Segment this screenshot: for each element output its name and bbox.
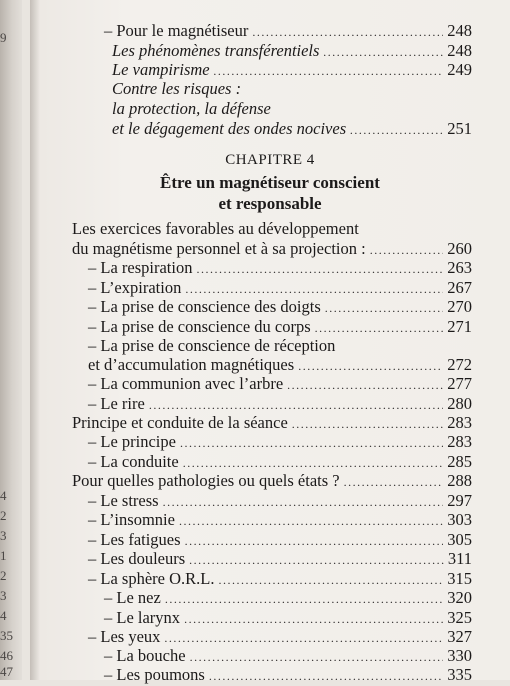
page-shadow	[30, 0, 40, 680]
leader-dots	[185, 531, 444, 551]
page-number: 270	[447, 297, 472, 316]
leader-dots	[214, 61, 444, 81]
toc-entry-text: – Pour le magnétiseur	[104, 21, 249, 40]
toc-entry-text: du magnétisme personnel et à sa projection :	[72, 239, 366, 258]
toc-entry-text: – L’expiration	[88, 278, 182, 297]
bleed-digit: 46	[0, 648, 13, 663]
toc-entry-text: – Les fatigues	[88, 530, 181, 549]
leader-dots	[185, 279, 443, 299]
toc-entry-seance	[72, 413, 472, 434]
toc-entry-vampirisme	[112, 60, 472, 81]
toc-entry-arbre	[88, 374, 472, 395]
toc-entry-text: – La prise de conscience des doigts	[88, 297, 321, 316]
leader-dots	[190, 647, 444, 667]
chapter-label: CHAPITRE 4	[225, 152, 315, 168]
bleed-digit: 47	[0, 664, 13, 679]
toc-entry-reception-line-1: – La prise de conscience de réception	[88, 336, 336, 355]
toc-entry-text: Le vampirisme	[112, 60, 210, 79]
page-number: 297	[447, 491, 472, 510]
toc-entry-principe	[88, 432, 472, 453]
toc-entry-text: – Le principe	[88, 432, 176, 451]
chapter-title-line-2: et responsable	[218, 194, 322, 213]
toc-entry-yeux	[88, 627, 472, 648]
toc-entry-expiration	[88, 278, 472, 299]
toc-entry-text: – La bouche	[104, 646, 186, 665]
toc-entry-text: – La sphère O.R.L.	[88, 569, 215, 588]
page-number: 288	[447, 471, 472, 490]
toc-entry-douleurs	[88, 549, 472, 570]
toc-entry-text: et d’accumulation magnétiques	[88, 355, 295, 374]
bleed-digit: 35	[0, 628, 13, 643]
leader-dots	[180, 433, 443, 453]
page-number: 283	[447, 413, 472, 432]
leader-dots	[163, 492, 444, 512]
toc-entry-text: – Le nez	[104, 588, 161, 607]
toc-entry-text: – La respiration	[88, 258, 193, 277]
toc-entry-text: – Les poumons	[104, 665, 205, 684]
leader-dots	[350, 120, 443, 140]
page-number: 285	[447, 452, 472, 471]
page-number: 303	[447, 510, 472, 529]
chapter-title-line-1: Être un magnétiseur conscient	[160, 173, 380, 192]
page-number: 305	[447, 530, 472, 549]
leader-dots	[209, 666, 443, 686]
toc-entry-stress	[88, 491, 472, 512]
toc-entry-text: – Le larynx	[104, 608, 181, 627]
leader-dots	[196, 259, 443, 279]
page-number: 311	[447, 549, 472, 568]
toc-entry-poumons	[104, 665, 472, 686]
page-number: 280	[447, 394, 472, 413]
leader-dots	[149, 395, 443, 415]
leader-dots	[370, 240, 444, 260]
page-number: 260	[447, 239, 472, 258]
toc-entry-text: – Le rire	[88, 394, 145, 413]
leader-dots	[344, 472, 444, 492]
book-page	[30, 0, 510, 684]
bleed-digit: 3	[0, 588, 7, 603]
toc-entry-corps	[88, 317, 472, 338]
toc-entry-exercices-line-1: Les exercices favorables au développement	[72, 219, 359, 238]
leader-dots	[179, 511, 443, 531]
page-number: 283	[447, 432, 472, 451]
leader-dots	[218, 570, 443, 590]
toc-entry-text: – L’insomnie	[88, 510, 175, 529]
page-number: 277	[447, 374, 472, 393]
bleed-digit: 1	[0, 548, 7, 563]
page-number: 330	[447, 646, 472, 665]
toc-entry-nez	[104, 588, 472, 609]
page-number: 267	[447, 278, 472, 297]
leader-dots	[189, 550, 444, 570]
toc-entry-insomnie	[88, 510, 472, 531]
leader-dots	[165, 589, 443, 609]
page-number: 249	[447, 60, 472, 79]
page-number: 248	[447, 21, 472, 40]
leader-dots	[164, 628, 443, 648]
toc-entry-doigts	[88, 297, 472, 318]
leader-dots	[298, 356, 443, 376]
leader-dots	[325, 298, 443, 318]
toc-entry-pathologies	[72, 471, 472, 492]
toc-entry-text: – Le stress	[88, 491, 159, 510]
toc-entry-fatigues	[88, 530, 472, 551]
toc-entry-risques-line-2: la protection, la défense	[112, 99, 271, 118]
page-number: 272	[447, 355, 472, 374]
bleed-digit: 9	[0, 30, 7, 45]
leader-dots	[252, 22, 443, 42]
bleed-digit: 3	[0, 528, 7, 543]
toc-entry-respiration	[88, 258, 472, 279]
leader-dots	[292, 414, 443, 434]
page-number: 251	[447, 119, 472, 138]
toc-entry-larynx	[104, 608, 472, 629]
toc-entry-orl	[88, 569, 472, 590]
leader-dots	[183, 453, 444, 473]
page-number: 315	[447, 569, 472, 588]
toc-entry-exercices-line-2	[72, 239, 472, 260]
toc-entry-text: – La communion avec l’arbre	[88, 374, 284, 393]
toc-entry-text: – La prise de conscience du corps	[88, 317, 311, 336]
bleed-digit: 2	[0, 508, 7, 523]
leader-dots	[315, 318, 444, 338]
toc-entry-text: – Les yeux	[88, 627, 161, 646]
toc-entry-conduite	[88, 452, 472, 473]
toc-entry-reception-line-2	[88, 355, 472, 376]
toc-entry-text: Pour quelles pathologies ou quels états ?	[72, 471, 340, 490]
toc-entry-risques-line-3	[112, 119, 472, 140]
page-number: 320	[447, 588, 472, 607]
toc-entry-text: Principe et conduite de la séance	[72, 413, 288, 432]
toc-entry-bouche	[104, 646, 472, 667]
bleed-digit: 4	[0, 608, 7, 623]
page-number: 335	[447, 665, 472, 684]
leader-dots	[287, 375, 443, 395]
page-number: 327	[447, 627, 472, 646]
page-number: 325	[447, 608, 472, 627]
toc-entry-phenomenes	[112, 41, 472, 62]
leader-dots	[184, 609, 443, 629]
toc-entry-risques-line-1: Contre les risques :	[112, 79, 242, 98]
bleed-digit: 2	[0, 568, 7, 583]
page-number: 248	[447, 41, 472, 60]
leader-dots	[323, 42, 443, 62]
toc-entry-text: et le dégagement des ondes nocives	[112, 119, 347, 138]
toc-entry-pour-le-magnetiseur	[104, 21, 472, 42]
page-number: 271	[447, 317, 472, 336]
toc-entry-text: – La conduite	[88, 452, 179, 471]
page-number: 263	[447, 258, 472, 277]
toc-entry-text: – Les douleurs	[88, 549, 186, 568]
toc-entry-text: Les phénomènes transférentiels	[112, 41, 320, 60]
bleed-digit: 4	[0, 488, 7, 503]
toc-entry-rire	[88, 394, 472, 415]
